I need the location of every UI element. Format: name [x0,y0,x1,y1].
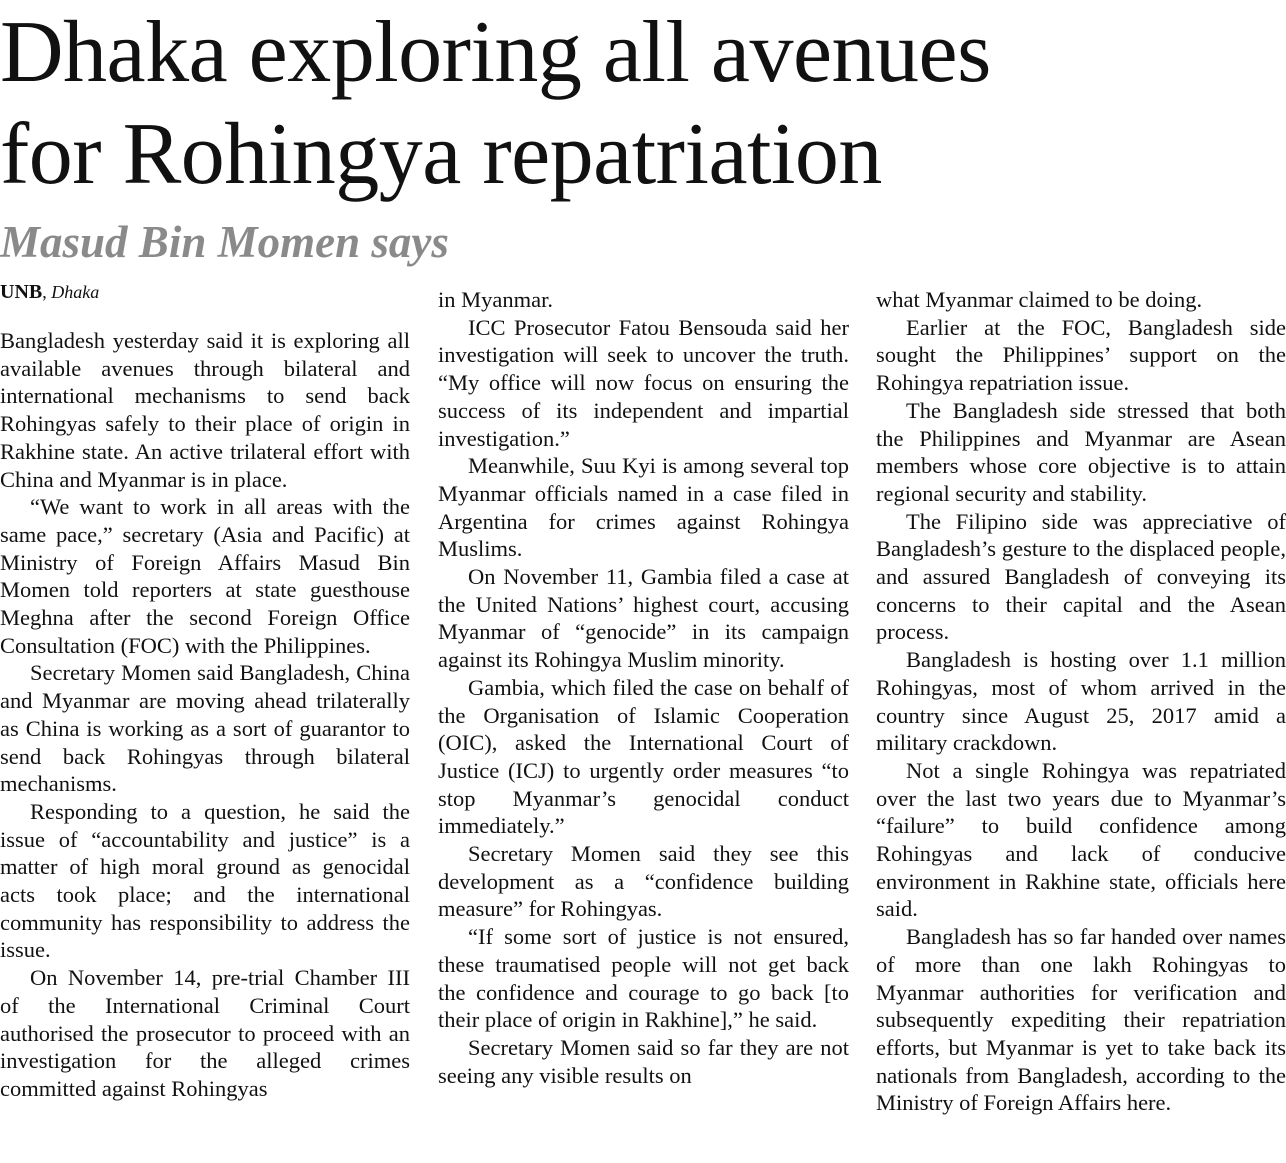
paragraph: On November 11, Gambia filed a case at the United Nations’ highest court, accusing Myanmar of “genocide” in its campaign against its Rohingya Muslim minority. [438,564,849,673]
byline-separator: , [42,282,47,302]
paragraph: Secretary Momen said so far they are not seeing any visible results on [438,1034,849,1088]
paragraph: Bangladesh is hosting over 1.1 million Rohingyas, most of whom arrived in the country since August 25, 2017 amid a military crackdown. [876,647,1286,756]
paragraph: On November 14, pre-trial Chamber III of the International Criminal Court authorised the prosecutor to proceed with an investigation for the alleged crimes committed against Rohingyas [0,965,410,1101]
byline-agency: UNB [0,281,43,303]
paragraph: Not a single Rohingya was repatriated over the last two years due to Myanmar’s “failure” to build confidence among Rohingyas and lack of conducive environment in Rakhine state, officials here said. [876,757,1286,922]
paragraph-continued: what Myanmar claimed to be doing. [876,287,1203,312]
paragraph: Secretary Momen said Bangladesh, China and Myanmar are moving ahead trilaterally as China is working as a sort of guarantor to send back Rohingyas through bilateral mechanisms. [0,660,410,797]
paragraph-continued: in Myanmar. [438,287,553,312]
headline-line-1: Dhaka exploring all avenues [0,4,991,101]
article-column-3 [876,286,1286,1117]
article-column-2 [438,286,849,1089]
paragraph: Bangladesh has so far handed over names of more than one lakh Rohingyas to Myanmar authorities for verification and subsequently expediting their repatriation efforts, but Myanmar is yet to take back its nationals from Bangladesh, according to the Ministry of Foreign Affairs here. [876,924,1286,1116]
paragraph: Meanwhile, Suu Kyi is among several top Myanmar officials named in a case filed in Argentina for crimes against Rohingya Muslims. [438,453,849,562]
paragraph: Earlier at the FOC, Bangladesh side sought the Philippines’ support on the Rohingya repatriation issue. [876,314,1286,396]
paragraph: Responding to a question, he said the issue of “accountability and justice” is a matter of high moral ground as genocidal acts took place; and the international community has responsibility to address the issue. [0,798,410,963]
article-column-1 [0,327,410,1103]
paragraph: The Bangladesh side stressed that both the Philippines and Myanmar are Asean members whose core objective is to attain regional security and stability. [876,397,1286,506]
paragraph: “We want to work in all areas with the same pace,” secretary (Asia and Pacific) at Ministry of Foreign Affairs Masud Bin Momen told reporters at state guesthouse Meghna after the second Foreign Office Consultation (FOC) with the Philippines. [0,494,410,658]
paragraph: The Filipino side was appreciative of Bangladesh’s gesture to the displaced people, and assured Bangladesh of conveying its concerns to their capital and the Asean process. [876,508,1286,645]
headline-line-2: for Rohingya repatriation [0,106,882,203]
subheadline: Masud Bin Momen says [0,217,449,267]
headline [0,2,1286,206]
byline-location: Dhaka [51,282,100,302]
byline [0,280,99,304]
paragraph: Gambia, which filed the case on behalf of the Organisation of Islamic Cooperation (OIC), asked the International Court of Justice (ICJ) to urgently order measures “to stop Myanmar’s genocidal conduct immediately.” [438,674,849,839]
paragraph: ICC Prosecutor Fatou Bensouda said her investigation will seek to uncover the truth. “My office will now focus on ensuring the success of its independent and impartial investigation.” [438,314,849,451]
paragraph: Secretary Momen said they see this development as a “confidence building measure” for Rohingyas. [438,841,849,922]
paragraph: “If some sort of justice is not ensured, these traumatised people will not get back the confidence and courage to go back [to their place of origin in Rakhine],” he said. [438,924,849,1033]
paragraph: Bangladesh yesterday said it is exploring all available avenues through bilateral and international mechanisms to send back Rohingyas safely to their place of origin in Rakhine state. An active trilateral effort with China and Myanmar is in place. [0,328,410,492]
